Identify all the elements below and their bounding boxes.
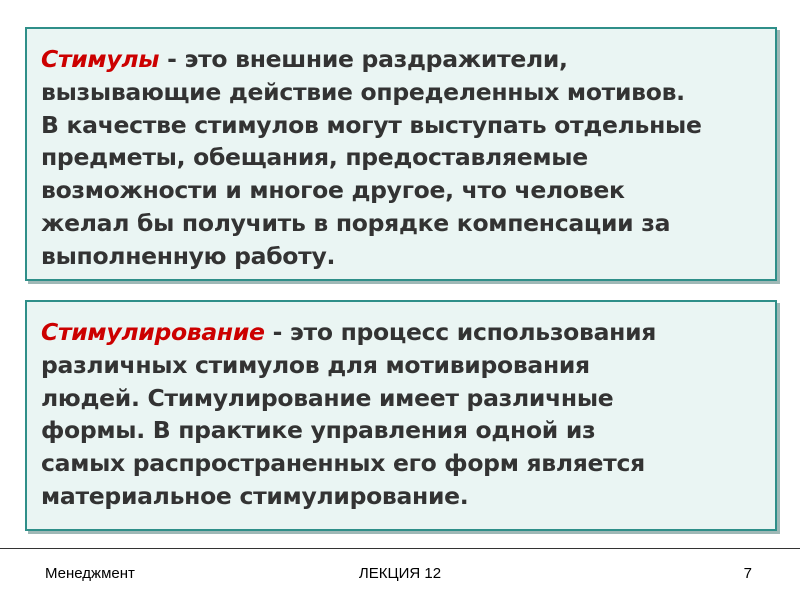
definition-line: возможности и многое другое, что человек (41, 176, 625, 205)
definition-line: В качестве стимулов могут выступать отдельные (41, 110, 702, 139)
definition-line: различных стимулов для мотивирования (41, 350, 590, 379)
definition-line: вызывающие действие определенных мотивов. (41, 77, 685, 106)
definition-line: выполненную работу. (41, 241, 336, 270)
definition-line: формы. В практике управления одной из (41, 416, 596, 445)
definition-line: самых распространенных его форм является (41, 449, 645, 478)
definition-box-stimuli (25, 27, 777, 281)
footer-divider (0, 548, 800, 549)
footer-lecture-label: ЛЕКЦИЯ 12 (358, 565, 442, 582)
definition-line: предметы, обещания, предоставляемые (41, 143, 588, 172)
term-stimuli: Стимулы (41, 45, 160, 73)
definition-line: желал бы получить в порядке компенсации за (41, 208, 671, 237)
footer-page-number: 7 (743, 565, 752, 582)
definition-line: - это внешние раздражители, (159, 45, 568, 73)
definition-text-stimuli (41, 43, 765, 273)
term-stimulation: Стимулирование (41, 318, 265, 346)
definition-text-stimulation (41, 316, 765, 513)
definition-line: материальное стимулирование. (41, 481, 469, 510)
definition-line: людей. Стимулирование имеет различные (41, 383, 614, 412)
footer-course-name: Менеджмент (45, 565, 135, 582)
definition-line: - это процесс использования (264, 318, 657, 346)
definition-box-stimulation (25, 300, 777, 531)
